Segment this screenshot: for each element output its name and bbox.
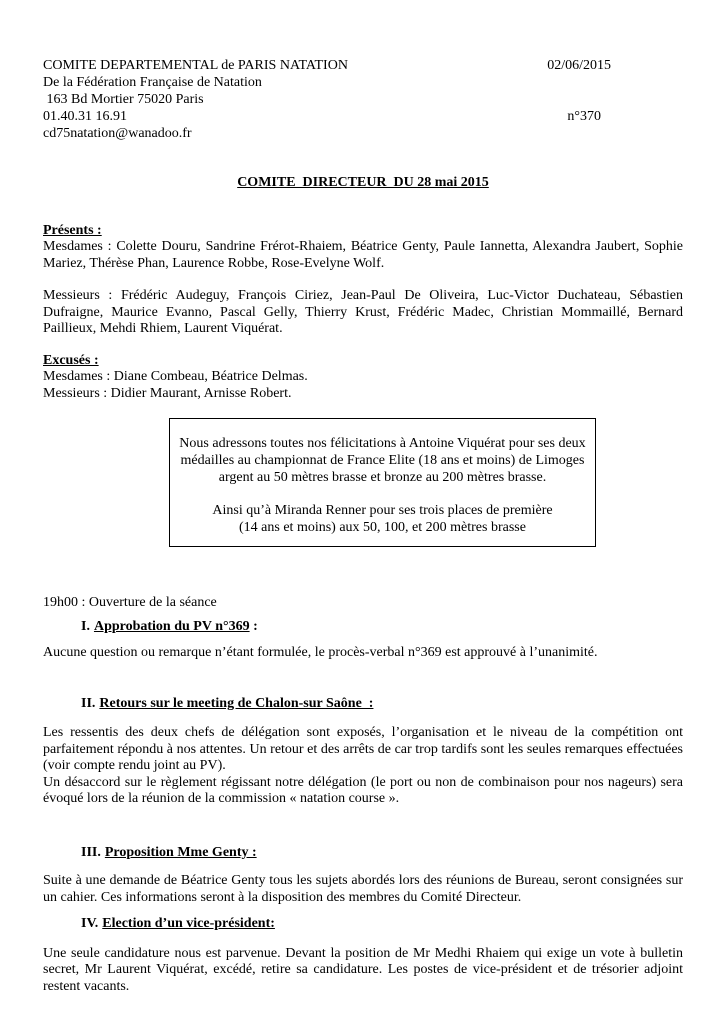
document-date: 02/06/2015 [547,58,611,73]
section-number: I. [81,618,90,634]
section-title: Retours sur le meeting de Chalon-sur Saône : [99,695,374,711]
section-3 [43,845,683,907]
section-number: II. [81,695,96,711]
presents-section [43,223,683,338]
section-2 [43,696,683,808]
presents-mesdames: Mesdames : Colette Douru, Sandrine Frérot-Rhaiem, Béatrice Genty, Paule Iannetta, Alexandra Jaubert, Sophie Mariez, Thérèse Phan, Laurence Robbe, Rose-Evelyne Wolf. [43,239,683,271]
section-body: Les ressentis des deux chefs de délégation sont exposés, l’organisation et le niveau de la compétition ont parfaitement répondu à nos attentes. Un retour et des arrêts de car trop tardifs sont les seules remarques effectuées (voir compte rendu joint au PV). [43,725,683,773]
federation-name: De la Fédération Française de Natation [43,75,262,90]
section-title-suffix: : [249,618,258,634]
section-body: Aucune question ou remarque n’étant formulée, le procès-verbal n°369 est approuvé à l’unanimité. [43,645,598,660]
box-line: médailles au championnat de France Elite (18 ans et moins) de Limoges [180,453,585,468]
phone-number: 01.40.31 16.91 [43,109,127,124]
box-line: Nous adressons toutes nos félicitations à Antoine Viquérat pour ses deux [179,436,586,451]
section-number: IV. [81,916,99,931]
section-body: Un désaccord sur le règlement régissant notre délégation (le port ou non de combinaison pour nos nageurs) sera évoqué lors de la réunion de la commission « natation course ». [43,774,683,806]
section-number: III. [81,844,101,860]
excuses-heading: Excusés : [43,352,99,368]
page-title: COMITE DIRECTEUR DU 28 mai 2015 [237,175,489,190]
section-title: Approbation du PV n°369 [93,618,250,634]
opening-line: 19h00 : Ouverture de la séance [43,595,217,610]
presents-messieurs: Messieurs : Frédéric Audeguy, François Ciriez, Jean-Paul De Oliveira, Luc-Victor Duchateau, Sébastien Dufraigne, Maurice Evanno, Pascal Gelly, Thierry Krust, Frédéric Madec, Christian Mommaillé, Bernard Paillieux, Mehdi Rhiem, Laurent Viquérat. [43,288,683,336]
document-number: n°370 [567,109,601,124]
section-body: Suite à une demande de Béatrice Genty tous les sujets abordés lors des réunions de Bureau, seront consignées sur un cahier. Ces informations seront à la disposition des membres du Comité Directeur. [43,873,683,905]
org-name: COMITE DEPARTEMENTAL de PARIS NATATION [43,58,348,73]
excuses-section [43,353,683,403]
presents-heading: Présents : [43,222,102,238]
letterhead [43,58,683,143]
congratulations-box [169,418,596,547]
email-address: cd75natation@wanadoo.fr [43,126,192,141]
excuses-messieurs: Messieurs : Didier Maurant, Arnisse Robert. [43,385,292,401]
section-1 [43,619,683,662]
section-title: Proposition Mme Genty : [104,844,257,860]
box-line: Ainsi qu’à Miranda Renner pour ses trois places de première [212,503,553,518]
section-body: Une seule candidature nous est parvenue. Devant la position de Mr Medhi Rhaiem qui exige un vote à bulletin secret, Mr Laurent Viquérat, excédé, retire sa candidature. Les postes de vice-président et de trésorier adjoint restent vacants. [43,945,683,994]
excuses-mesdames: Mesdames : Diane Combeau, Béatrice Delmas. [43,369,308,384]
box-line: (14 ans et moins) aux 50, 100, et 200 mètres brasse [239,520,526,535]
postal-address: 163 Bd Mortier 75020 Paris [43,92,204,107]
box-line: argent au 50 mètres brasse et bronze au 200 mètres brasse. [218,470,547,485]
document-page [43,58,683,995]
section-4 [43,916,683,995]
section-title: Election d’un vice-président: [102,916,275,931]
